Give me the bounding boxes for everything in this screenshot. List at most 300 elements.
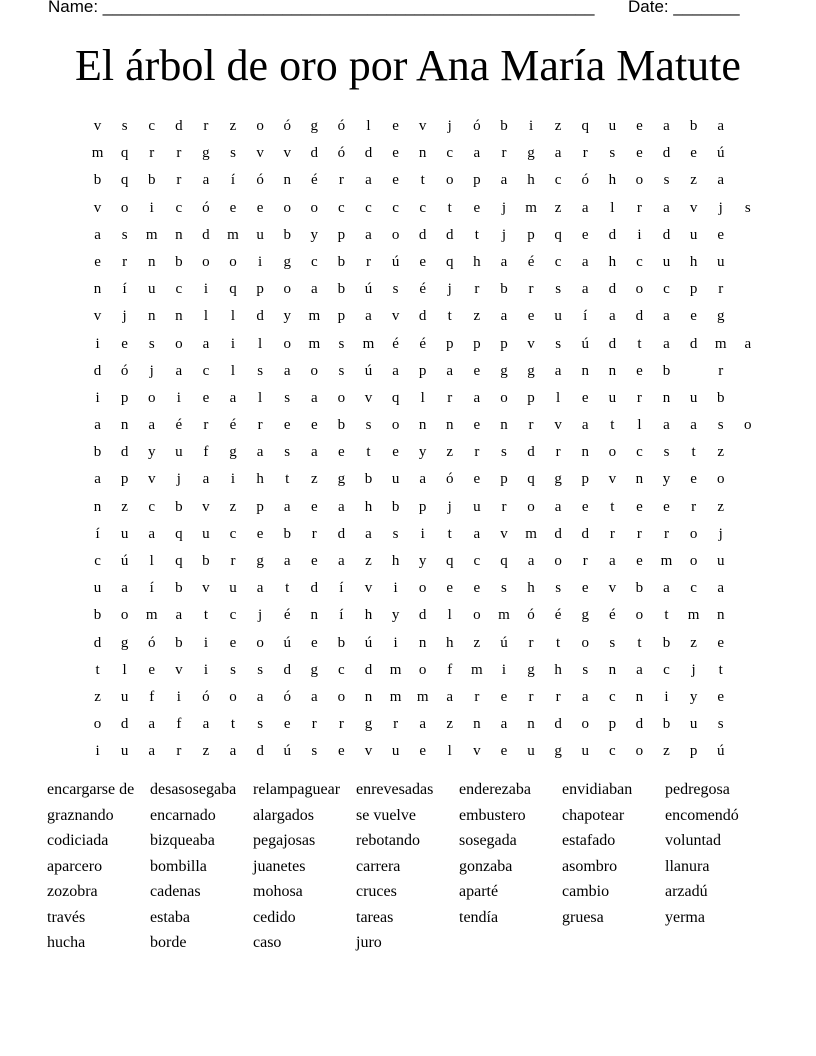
grid-letter: u (202, 525, 210, 542)
grid-letter: t (610, 498, 615, 515)
grid-letter: i (393, 580, 398, 597)
grid-letter: b (716, 389, 725, 406)
grid-letter: ú (364, 362, 373, 379)
grid-letter: ó (283, 118, 291, 134)
grid-letter: z (446, 716, 454, 733)
grid-letter: c (392, 199, 399, 216)
grid-row (84, 331, 761, 358)
grid-letter: i (203, 281, 208, 298)
grid-letter: r (311, 716, 317, 733)
grid-letter: e (392, 145, 399, 162)
grid-letter: j (447, 118, 452, 134)
grid-letter: i (203, 634, 208, 651)
grid-letter: m (525, 199, 537, 216)
grid-letter: a (365, 525, 372, 542)
grid-row (84, 466, 761, 493)
grid-letter: c (229, 607, 237, 624)
grid-row (84, 276, 761, 303)
grid-letter: s (392, 525, 399, 542)
grid-letter: l (366, 118, 371, 134)
grid-letter: b (500, 118, 508, 134)
grid-letter: a (310, 688, 318, 705)
grid-letter: í (339, 580, 344, 597)
grid-letter: v (364, 580, 373, 597)
grid-letter: h (554, 661, 562, 678)
grid-letter: a (392, 362, 399, 379)
grid-letter: r (528, 281, 534, 298)
grid-letter: l (556, 389, 561, 406)
grid-letter: b (500, 281, 508, 298)
grid-letter: ú (120, 553, 129, 569)
grid-letter: n (283, 172, 291, 189)
grid-letter: q (500, 553, 508, 569)
grid-letter: a (581, 417, 589, 434)
grid-letter: e (581, 226, 589, 243)
grid-letter: h (608, 172, 617, 189)
grid-letter: p (446, 335, 454, 352)
grid-letter: z (690, 172, 697, 189)
grid-letter: p (120, 389, 129, 406)
grid-letter: m (389, 688, 402, 705)
grid-letter: t (637, 335, 642, 352)
grid-letter: o (635, 281, 644, 298)
grid-letter: n (310, 607, 319, 624)
grid-letter: r (338, 172, 344, 189)
word-list-item: pegajosas (253, 832, 316, 849)
grid-letter: c (338, 199, 345, 216)
grid-letter: e (581, 580, 589, 597)
word-list-item: envidiaban (562, 781, 633, 798)
grid-letter: r (474, 688, 480, 705)
grid-row (84, 494, 761, 521)
word-list-item: través (47, 908, 86, 926)
grid-letter: n (418, 634, 427, 651)
grid-letter: z (202, 743, 210, 760)
grid-letter: d (554, 525, 562, 542)
grid-letter: p (581, 471, 589, 488)
grid-letter: n (635, 471, 644, 488)
grid-letter: h (256, 471, 264, 488)
grid-letter: a (256, 688, 264, 705)
grid-letter: o (473, 607, 481, 624)
grid-letter: s (365, 417, 372, 434)
grid-letter: a (636, 661, 643, 678)
grid-letter: b (364, 471, 373, 488)
grid-letter: v (608, 471, 617, 488)
grid-letter: t (230, 716, 236, 733)
grid-letter: o (744, 417, 752, 434)
grid-row (84, 439, 761, 466)
word-list-item: se vuelve (356, 806, 416, 824)
grid-letter: q (554, 226, 562, 243)
grid-letter: l (637, 417, 642, 434)
grid-letter: f (203, 444, 209, 461)
grid-letter: i (203, 661, 208, 678)
grid-letter: i (501, 661, 507, 678)
grid-letter: g (283, 253, 291, 270)
grid-row (84, 412, 761, 439)
grid-letter: p (418, 362, 427, 379)
grid-letter: q (581, 118, 589, 134)
grid-letter: m (308, 335, 321, 352)
grid-row (84, 222, 761, 249)
grid-letter: r (311, 525, 317, 542)
grid-letter: l (230, 362, 236, 379)
grid-letter: o (581, 716, 589, 733)
grid-letter: o (418, 580, 427, 597)
grid-row (84, 303, 761, 330)
grid-letter: c (608, 688, 616, 705)
grid-letter: o (581, 634, 589, 651)
grid-letter: r (176, 743, 182, 760)
grid-letter: n (608, 362, 617, 379)
word-list-item: enderezaba (459, 781, 531, 798)
grid-letter: r (447, 389, 453, 406)
grid-letter: c (175, 199, 183, 216)
grid-letter: b (202, 553, 210, 569)
grid-letter: a (608, 308, 616, 325)
grid-letter: ú (283, 634, 291, 651)
grid-letter: p (473, 172, 481, 189)
grid-letter: a (663, 308, 670, 325)
grid-letter: ó (581, 172, 589, 189)
grid-letter: d (310, 580, 319, 597)
grid-letter: u (527, 743, 535, 760)
grid-letter: g (120, 634, 129, 651)
grid-letter: é (392, 335, 399, 352)
grid-letter: u (581, 743, 589, 760)
grid-letter: a (554, 145, 562, 162)
grid-letter: n (662, 389, 671, 406)
word-list-item: llanura (665, 857, 710, 875)
grid-letter: o (608, 444, 617, 461)
grid-letter: ó (147, 634, 156, 651)
grid-letter: e (500, 743, 508, 760)
grid-letter: i (176, 389, 181, 406)
grid-row (84, 684, 761, 711)
grid-letter: ó (202, 199, 210, 216)
grid-letter: b (635, 580, 644, 597)
grid-letter: o (256, 634, 264, 651)
word-list-item: encarnado (150, 806, 216, 824)
grid-letter: j (501, 199, 507, 216)
grid-letter: d (418, 226, 427, 243)
word-list (47, 779, 768, 958)
grid-letter: f (149, 688, 155, 705)
word-list-item: cedido (253, 908, 296, 926)
date-field[interactable]: Date: _______ (628, 0, 740, 16)
grid-letter: j (122, 308, 127, 325)
grid-letter: d (418, 607, 427, 624)
grid-letter: ú (716, 145, 725, 162)
grid-letter: a (717, 118, 725, 134)
grid-letter: u (608, 118, 617, 134)
grid-letter: g (500, 362, 508, 379)
grid-row (84, 575, 761, 602)
grid-letter: r (203, 417, 209, 434)
grid-letter: a (283, 362, 291, 379)
grid-letter: g (581, 607, 589, 624)
grid-letter: y (662, 471, 671, 488)
grid-letter: z (121, 498, 128, 515)
grid-letter (680, 358, 707, 385)
grid-letter: o (635, 607, 644, 624)
grid-letter: m (498, 607, 510, 624)
word-list-item: yerma (665, 908, 705, 926)
grid-letter: i (258, 253, 263, 270)
grid-letter: i (230, 471, 236, 488)
grid-letter: n (581, 444, 589, 461)
word-list-item: hucha (47, 934, 86, 951)
grid-letter: g (527, 362, 535, 379)
grid-letter: m (145, 226, 158, 243)
grid-letter: y (283, 308, 291, 325)
grid-letter: n (527, 716, 535, 733)
grid-letter: e (527, 308, 535, 325)
grid-letter: e (717, 634, 725, 651)
grid-letter: p (337, 226, 346, 243)
grid-letter: v (391, 308, 400, 325)
grid-letter: u (689, 389, 698, 406)
grid-letter: e (229, 199, 237, 216)
grid-letter: b (662, 634, 671, 651)
grid-letter: p (608, 716, 617, 733)
grid-letter: z (94, 688, 101, 705)
word-list-item: gruesa (562, 908, 604, 926)
word-list-item: arzadú (665, 883, 708, 900)
grid-letter: ó (473, 118, 481, 134)
grid-letter: h (527, 172, 535, 189)
grid-letter: n (147, 308, 156, 325)
grid-letter: l (122, 661, 127, 678)
grid-letter: r (555, 444, 561, 461)
grid-letter: r (636, 199, 642, 216)
grid-letter: l (447, 607, 452, 624)
grid-letter: e (500, 688, 508, 705)
grid-row (84, 602, 761, 629)
grid-letter: s (663, 444, 670, 461)
grid-letter: l (258, 389, 263, 406)
grid-letter: o (716, 471, 725, 488)
grid-letter: e (392, 172, 399, 189)
grid-letter: n (581, 362, 589, 379)
grid-letter: o (229, 253, 237, 270)
grid-letter: e (121, 335, 128, 352)
grid-letter: r (528, 688, 534, 705)
name-field[interactable]: Name: ____________________________________________________ (48, 0, 595, 16)
grid-letter: y (689, 688, 698, 705)
grid-letter: j (718, 199, 723, 216)
grid-letter: l (149, 553, 154, 569)
grid-letter: d (635, 308, 644, 325)
grid-letter: r (176, 145, 182, 162)
grid-letter: f (447, 661, 453, 678)
grid-letter: a (446, 362, 454, 379)
grid-letter: z (310, 471, 318, 488)
grid-letter: b (93, 607, 102, 624)
grid-letter: ó (527, 607, 535, 624)
word-list-item: voluntad (665, 832, 721, 849)
word-list-item: alargados (253, 806, 315, 824)
grid-letter: c (636, 253, 643, 270)
word-list-item: bizqueaba (150, 832, 215, 849)
grid-letter: y (418, 444, 427, 461)
grid-letter: z (717, 444, 725, 461)
grid-letter: v (147, 471, 156, 488)
grid-letter: s (257, 716, 264, 733)
grid-letter: o (446, 172, 454, 189)
grid-letter: g (554, 471, 562, 488)
grid-row (84, 249, 761, 276)
grid-letter: n (93, 498, 102, 515)
grid-letter: h (391, 553, 400, 569)
grid-letter: m (362, 335, 375, 352)
grid-letter: d (93, 634, 102, 651)
grid-letter: e (283, 716, 291, 733)
word-list-item: juro (356, 934, 382, 951)
grid-letter: i (149, 199, 154, 216)
grid-letter: g (554, 743, 562, 760)
grid-letter: c (148, 118, 156, 134)
grid-letter: a (94, 417, 101, 434)
grid-letter: s (257, 661, 264, 678)
grid-letter: e (148, 661, 156, 678)
grid-letter: d (527, 444, 535, 461)
grid-letter: e (473, 362, 481, 379)
grid-letter: j (691, 661, 696, 678)
grid-letter: d (337, 525, 346, 542)
grid-letter: v (256, 145, 264, 162)
grid-letter: h (527, 580, 535, 597)
grid-letter: r (230, 553, 236, 569)
grid-letter: a (744, 335, 752, 352)
grid-letter: a (663, 580, 670, 597)
grid-letter: n (608, 661, 617, 678)
grid-letter: u (473, 498, 481, 515)
grid-letter: g (364, 716, 373, 733)
grid-letter: q (446, 253, 454, 270)
grid-letter: d (446, 226, 454, 243)
grid-letter: c (663, 661, 670, 678)
grid-letter: r (203, 118, 209, 134)
grid-letter: o (283, 199, 291, 216)
grid-letter: n (500, 417, 508, 434)
grid-letter: e (310, 498, 318, 515)
grid-letter: t (447, 199, 452, 216)
grid-letter: o (527, 498, 535, 515)
grid-letter: o (391, 417, 400, 434)
grid-letter: e (392, 444, 399, 461)
grid-letter: ó (283, 688, 291, 705)
grid-letter: a (256, 580, 264, 597)
grid-letter: m (525, 525, 537, 542)
grid-letter: t (203, 607, 208, 624)
grid-letter: m (91, 145, 104, 162)
grid-letter: r (122, 253, 128, 270)
grid-letter: s (230, 145, 236, 162)
grid-letter: b (93, 172, 102, 189)
grid-letter: u (689, 716, 698, 733)
grid-letter: b (337, 281, 346, 298)
grid-letter: a (283, 498, 291, 515)
grid-letter: o (283, 335, 291, 352)
grid-letter: e (636, 553, 643, 569)
grid-letter: a (365, 172, 372, 189)
grid-letter: c (419, 199, 426, 216)
grid-letter: o (175, 335, 183, 352)
grid-letter: c (554, 172, 562, 189)
grid-letter: c (202, 362, 210, 379)
word-list-item: gonzaba (459, 857, 513, 875)
grid-letter: e (310, 634, 318, 651)
grid-letter: v (93, 308, 102, 325)
grid-letter: o (147, 389, 156, 406)
grid-letter: n (364, 688, 373, 705)
grid-letter: d (608, 226, 617, 243)
grid-letter: d (608, 335, 617, 352)
grid-letter: z (473, 308, 481, 325)
grid-letter: a (365, 226, 372, 243)
grid-letter: g (202, 145, 210, 162)
grid-letter: v (689, 199, 698, 216)
grid-letter: o (310, 199, 319, 216)
grid-letter: v (527, 335, 535, 352)
grid-letter: a (473, 389, 481, 406)
grid-letter: q (229, 281, 237, 298)
grid-letter: p (689, 743, 698, 760)
grid-letter: d (364, 661, 373, 678)
grid-letter: c (365, 199, 372, 216)
grid-letter: e (690, 308, 697, 325)
grid-letter: t (447, 525, 452, 542)
grid-letter: s (257, 362, 264, 379)
grid-letter: m (389, 661, 402, 678)
grid-letter: d (608, 281, 617, 298)
grid-letter: g (310, 661, 319, 678)
grid-letter: a (608, 553, 616, 569)
grid-letter: a (527, 553, 535, 569)
grid-letter: a (283, 553, 291, 569)
grid-letter: u (391, 471, 400, 488)
grid-letter: z (365, 553, 372, 569)
word-search-grid (84, 113, 761, 766)
grid-letter: a (338, 498, 345, 515)
grid-letter: b (175, 580, 183, 597)
word-list-item: codiciada (47, 832, 109, 849)
grid-letter: b (337, 634, 346, 651)
grid-letter: e (636, 145, 643, 162)
word-list-item: aparté (459, 883, 499, 900)
grid-letter: a (500, 172, 508, 189)
grid-letter: n (175, 308, 183, 325)
grid-letter: m (308, 308, 321, 325)
grid-letter: z (690, 634, 697, 651)
grid-letter: e (392, 118, 399, 134)
grid-letter: u (391, 743, 400, 760)
word-list-item: mohosa (253, 883, 303, 900)
grid-letter: í (339, 607, 344, 624)
grid-letter: o (310, 362, 319, 379)
grid-letter: r (691, 498, 697, 515)
grid-letter: e (636, 498, 643, 515)
grid-letter: t (610, 417, 615, 434)
grid-letter: s (121, 118, 128, 134)
grid-letter: é (229, 417, 237, 434)
grid-letter: q (391, 389, 400, 406)
grid-letter: í (149, 580, 154, 597)
grid-letter: g (716, 308, 725, 325)
grid-letter: g (527, 661, 535, 678)
